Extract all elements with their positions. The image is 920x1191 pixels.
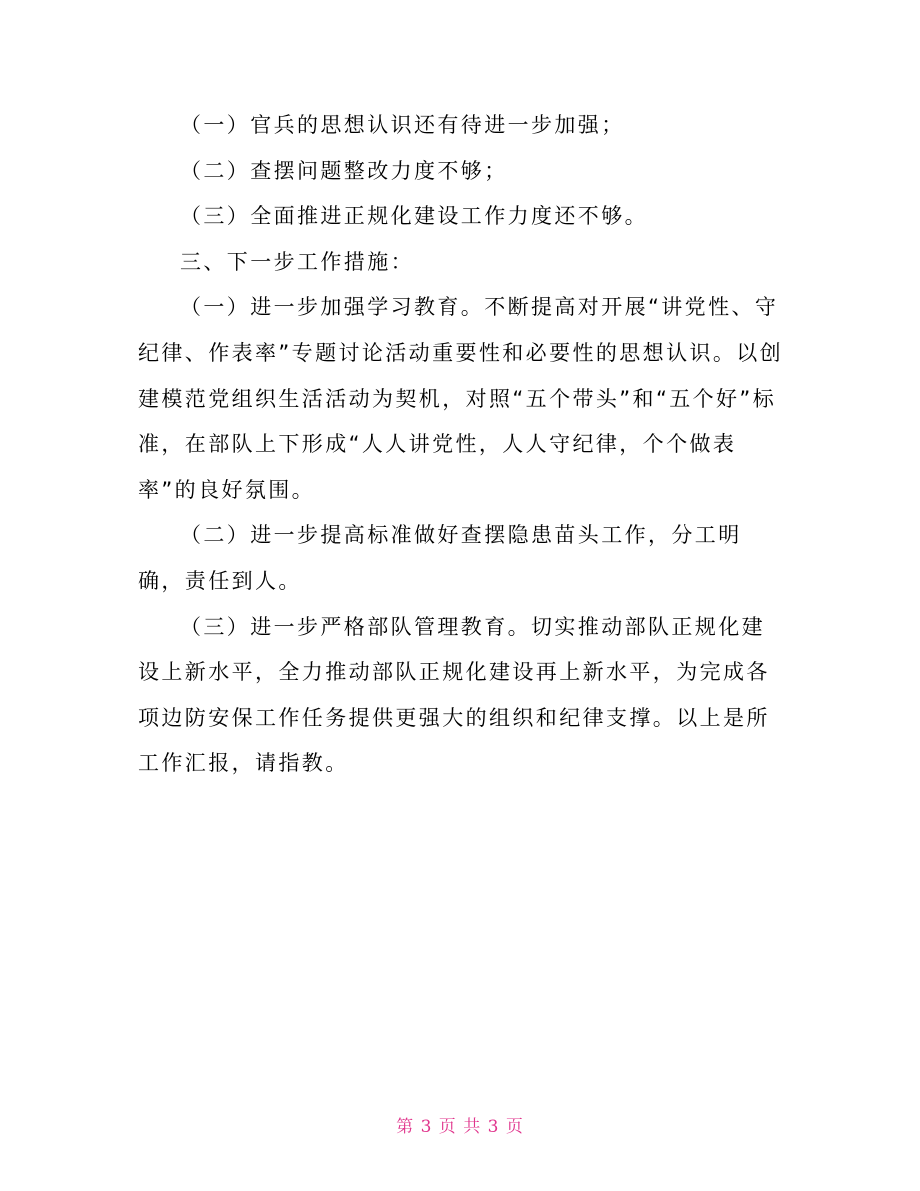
page-number-footer: 第 3 页 共 3 页 — [396, 1117, 524, 1137]
paragraph-measure-3: （三）进一步严格部队管理教育。切实推动部队正规化建设上新水平，全力推动部队正规化建设再上新水平，为完成各项边防安保工作任务提供更强大的组织和纪律支撑。以上是所工作汇报，请指教。 — [138, 614, 770, 776]
paragraph-measure-1: （一）进一步加强学习教育。不断提高对开展“讲党性、守纪律、作表率”专题讨论活动重要性和必要性的思想认识。以创建模范党组织生活活动为契机，对照“五个带头”和“五个好”标准，在部队上下形成“人人讲党性，人人守纪律，个个做表率”的良好氛围。 — [138, 295, 784, 502]
paragraph-item-1: （一）官兵的思想认识还有待进一步加强； — [180, 113, 625, 137]
document-body — [138, 103, 788, 787]
paragraph-item-3: （三）全面推进正规化建设工作力度还不够。 — [180, 204, 648, 229]
paragraph-item-2: （二）查摆问题整改力度不够； — [180, 158, 508, 183]
section-heading: 三、下一步工作措施： — [180, 249, 414, 274]
paragraph-measure-2: （二）进一步提高标准做好查摆隐患苗头工作，分工明确，责任到人。 — [138, 523, 742, 593]
